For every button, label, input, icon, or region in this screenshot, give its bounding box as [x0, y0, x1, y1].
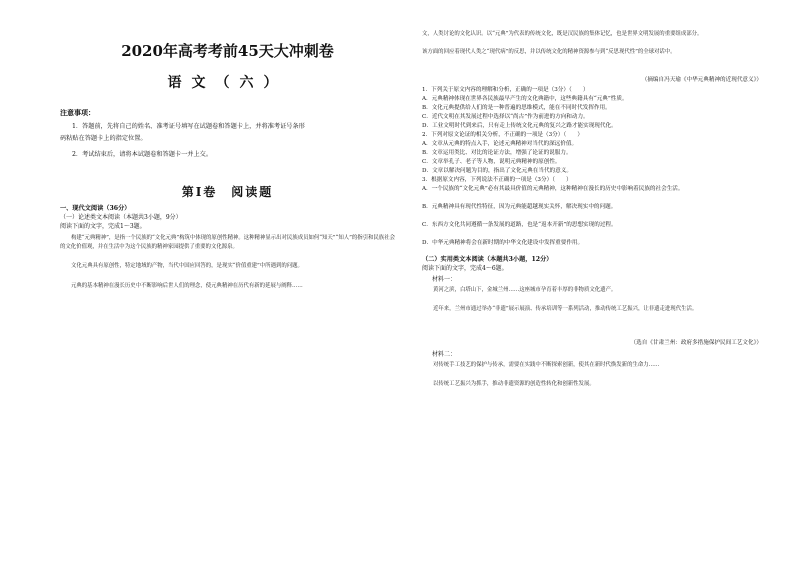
question-line: A．文章从元典的特点入手，论述元典精神对当代的深远价值。: [422, 141, 578, 147]
question-line: D．中华元典精神将会在新时期的中华文化建设中发挥重要作用。: [422, 240, 584, 246]
reading-instruction: 阅读下面的文字，完成1～3题。: [60, 223, 146, 230]
question-line: C．近代文明在其发展过程中选择以“尚古”作为前进的方向和动力。: [422, 114, 589, 120]
note-line-2: 码粘贴在答题卡上的指定位置。: [60, 135, 147, 142]
exam-title: 2020年高考考前45天大冲刺卷: [121, 42, 334, 60]
material-label: 材料一：: [432, 276, 457, 283]
question-line: A．一个民族的“文化元典”必有其最具价值的元典精神，这种精神在漫长的历史中影响着民族的社会生活。: [422, 186, 684, 192]
passage-paragraph: 元典的基本精神在漫长历史中不断影响后世人们的理念，使元典精神在历代有新的延展与阐释……: [71, 283, 303, 289]
passage-line: 该方面的回应着现代人类之“现代病”的反思，并以传统文化的精神资源参与到“反思现代性”的全球对话中。: [422, 49, 676, 55]
passage-paragraph: 构建“元典精神”，是指一个民族的“文化元典”构筑中体现的原创性精神。这种精神显示出对民族成员如何“知天”“知人”的指引和民族社会的文化价值观，并在生活中为这个民族的精神家园提供了重要的文化源泉。: [60, 235, 395, 251]
material-label: 材料二：: [432, 351, 457, 358]
reading-instruction: 阅读下面的文字，完成4～6题。: [422, 265, 508, 272]
notes-heading: 注意事项：: [60, 108, 95, 117]
material-paragraph: 以传统工艺振兴为抓手，推动非遗资源的创造性转化和创新性发展。: [433, 381, 595, 387]
question-line: B．文章运用类比、对比的论证方法，增强了论证的说服力。: [422, 150, 572, 156]
material-paragraph: 近年来，兰州市通过举办“非遗”展示展演、传承培训等一系列活动，推动传统工艺振兴，让非遗走进现代生活。: [433, 306, 698, 312]
exam-subtitle: 语文（六）: [167, 75, 288, 91]
question-line: B．元典精神具有现代性特征，因为元典能超越现实关怀，解决现实中的问题。: [422, 204, 617, 210]
question-line: B．文化元典提供给人们的是一种普遍的思维模式，能在不同时代发挥作用。: [422, 105, 611, 111]
material-paragraph: 对传统手工技艺的保护与传承，需要在实践中不断探索创新，使其在新时代焕发新的生命力……: [433, 362, 660, 368]
question-line: 1．下列关于原文内容的理解和分析，正确的一项是（3分）（ ）: [422, 87, 589, 93]
volume-title: 第Ⅰ卷 阅读题: [181, 185, 274, 199]
source-citation: （摘编自冯天瑜《中华元典精神的近现代意义》）: [641, 77, 762, 83]
question-line: D．文章以解决问题为目的，指出了文化元典在当代的意义。: [422, 168, 572, 174]
note-line-1: 1．答题前，先将自己的姓名、准考证号填写在试题卷和答题卡上，并将准考证号条形: [72, 123, 305, 130]
subsection-heading: （一）论述类文本阅读（本题共3小题，9分）: [60, 214, 182, 221]
question-line: A．元典精神体现在世界各民族最早产生的文化典籍中，这些典籍具有“元典”性质。: [422, 96, 628, 102]
section-heading: （二）实用类文本阅读（本题共3小题，12分）: [422, 256, 553, 263]
question-line: D．工业文明时代到来后，只有走上传统文化元典的复兴之路才能实现现代化。: [422, 123, 617, 129]
source-citation: （选自《甘肃兰州：政府多措施保护民间工艺文化》）: [630, 340, 762, 346]
section-heading: 一、现代文阅读（36分）: [60, 205, 131, 212]
note-line-3: 2．考试结束后，请将本试题卷和答题卡一并上交。: [72, 151, 213, 158]
question-line: C．文章举孔子、老子等人物，说明元典精神的原创性。: [422, 159, 561, 165]
left-column: [60, 0, 395, 562]
right-column: [422, 0, 762, 562]
passage-line: 文，人类讨论的文化认识。以“元典”为代表的传统文化，既是汉民族的集体记忆，也是世界文明发展的重要组成部分。: [422, 31, 703, 37]
material-paragraph: 黄河之滨，白塔山下，金城兰州……这座城市孕育着丰厚的非物质文化遗产。: [433, 287, 617, 293]
question-line: C．东西方文化共同遵循一条发展的道路，也是“返本开新”的思想实现的过程。: [422, 222, 617, 228]
question-line: 3．根据原文内容，下列说法不正确的一项是（3分）（ ）: [422, 177, 572, 183]
question-line: 2．下列对原文论证的相关分析，不正确的一项是（3分）（ ）: [422, 132, 583, 138]
passage-paragraph: 文化元典具有原创性，特定地域的产物，当代中国应回答的，是现实“价值重建”中所遇到的问题。: [71, 263, 303, 269]
